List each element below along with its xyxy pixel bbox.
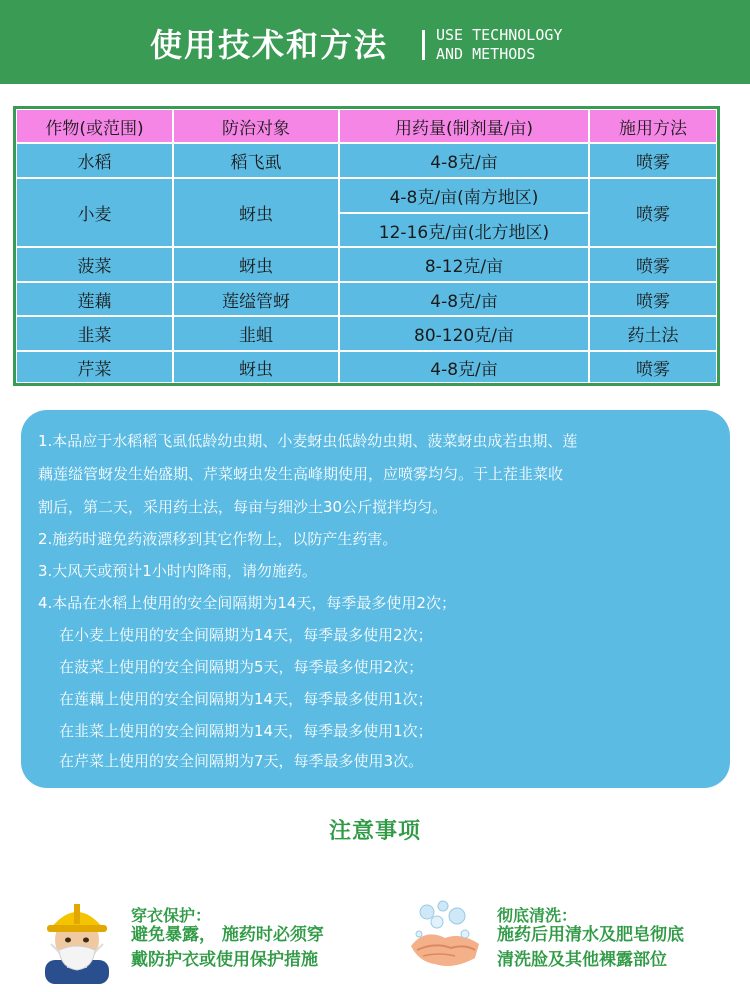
table-cell-dosage: 12-16克/亩(北方地区) (339, 213, 589, 247)
table-header-target: 防治对象 (173, 109, 339, 143)
table-cell-crop: 莲藕 (16, 282, 173, 316)
tip-line: 清洗脸及其他裸露部位 (497, 950, 667, 970)
usage-notes-panel (21, 410, 730, 788)
table-cell-crop: 韭菜 (16, 316, 173, 351)
note-line: 在小麦上使用的安全间隔期为14天，每季最多使用2次； (59, 626, 433, 644)
tip-title-protection: 穿衣保护： (131, 906, 212, 925)
header-english-title (436, 26, 562, 64)
tip-line: 避免暴露， 施药时必须穿 (131, 925, 324, 945)
header-english-line-2: AND METHODS (436, 45, 536, 63)
table-cell-dosage: 80-120克/亩 (339, 316, 589, 351)
header-divider (422, 30, 425, 60)
table-cell-target: 蚜虫 (173, 351, 339, 383)
notice-title: 注意事项 (328, 819, 421, 844)
table-cell-dosage: 4-8克/亩(南方地区) (339, 178, 589, 213)
table-cell-dosage: 4-8克/亩 (339, 351, 589, 383)
note-line: 在芹菜上使用的安全间隔期为7天，每季最多使用3次。 (59, 752, 424, 770)
note-line: 割后，第二天，采用药土法，每亩与细沙土30公斤搅拌均匀。 (38, 498, 448, 516)
worker-helmet-mask-icon (37, 898, 117, 984)
table-cell-dosage: 8-12克/亩 (339, 247, 589, 282)
table-cell-crop: 小麦 (16, 178, 173, 247)
note-line: 4.本品在水稻上使用的安全间隔期为14天，每季最多使用2次； (38, 594, 456, 612)
table-cell-crop: 水稻 (16, 143, 173, 178)
table-header-method: 施用方法 (589, 109, 717, 143)
table-header-crop: 作物(或范围) (16, 109, 173, 143)
page-title: 使用技术和方法 (150, 26, 389, 64)
tip-line: 戴防护衣或使用保护措施 (131, 950, 318, 970)
note-line: 3.大风天或预计1小时内降雨，请勿施药。 (38, 562, 317, 580)
tip-text-protection (131, 923, 324, 973)
note-line: 藕莲缢管蚜发生始盛期、芹菜蚜虫发生高峰期使用，应喷雾均匀。于上茬韭菜收 (38, 465, 564, 483)
tip-line: 施药后用清水及肥皂彻底 (497, 925, 684, 945)
hand-washing-icon (405, 898, 485, 978)
note-line: 1.本品应于水稻稻飞虱低龄幼虫期、小麦蚜虫低龄幼虫期、菠菜蚜虫成若虫期、莲 (38, 432, 578, 450)
note-line: 在莲藕上使用的安全间隔期为14天，每季最多使用1次； (59, 690, 433, 708)
table-cell-target: 稻飞虱 (173, 143, 339, 178)
table-cell-method: 喷雾 (589, 351, 717, 383)
table-cell-method: 喷雾 (589, 143, 717, 178)
table-cell-target: 蚜虫 (173, 178, 339, 247)
usage-table (13, 106, 720, 386)
table-cell-target: 韭蛆 (173, 316, 339, 351)
table-cell-target: 莲缢管蚜 (173, 282, 339, 316)
note-line: 在韭菜上使用的安全间隔期为14天，每季最多使用1次； (59, 722, 433, 740)
table-cell-method: 药土法 (589, 316, 717, 351)
table-cell-dosage: 4-8克/亩 (339, 143, 589, 178)
note-line: 在菠菜上使用的安全间隔期为5天，每季最多使用2次； (59, 658, 424, 676)
table-cell-method: 喷雾 (589, 178, 717, 247)
note-line: 2.施药时避免药液漂移到其它作物上，以防产生药害。 (38, 530, 398, 548)
tip-text-washing (497, 923, 684, 973)
table-cell-method: 喷雾 (589, 247, 717, 282)
tip-title-washing: 彻底清洗： (497, 906, 578, 925)
header-english-line-1: USE TECHNOLOGY (436, 26, 563, 44)
table-cell-dosage: 4-8克/亩 (339, 282, 589, 316)
table-cell-crop: 菠菜 (16, 247, 173, 282)
table-cell-method: 喷雾 (589, 282, 717, 316)
header-banner (0, 0, 750, 84)
table-cell-crop: 芹菜 (16, 351, 173, 383)
table-header-dosage: 用药量(制剂量/亩) (339, 109, 589, 143)
table-cell-target: 蚜虫 (173, 247, 339, 282)
